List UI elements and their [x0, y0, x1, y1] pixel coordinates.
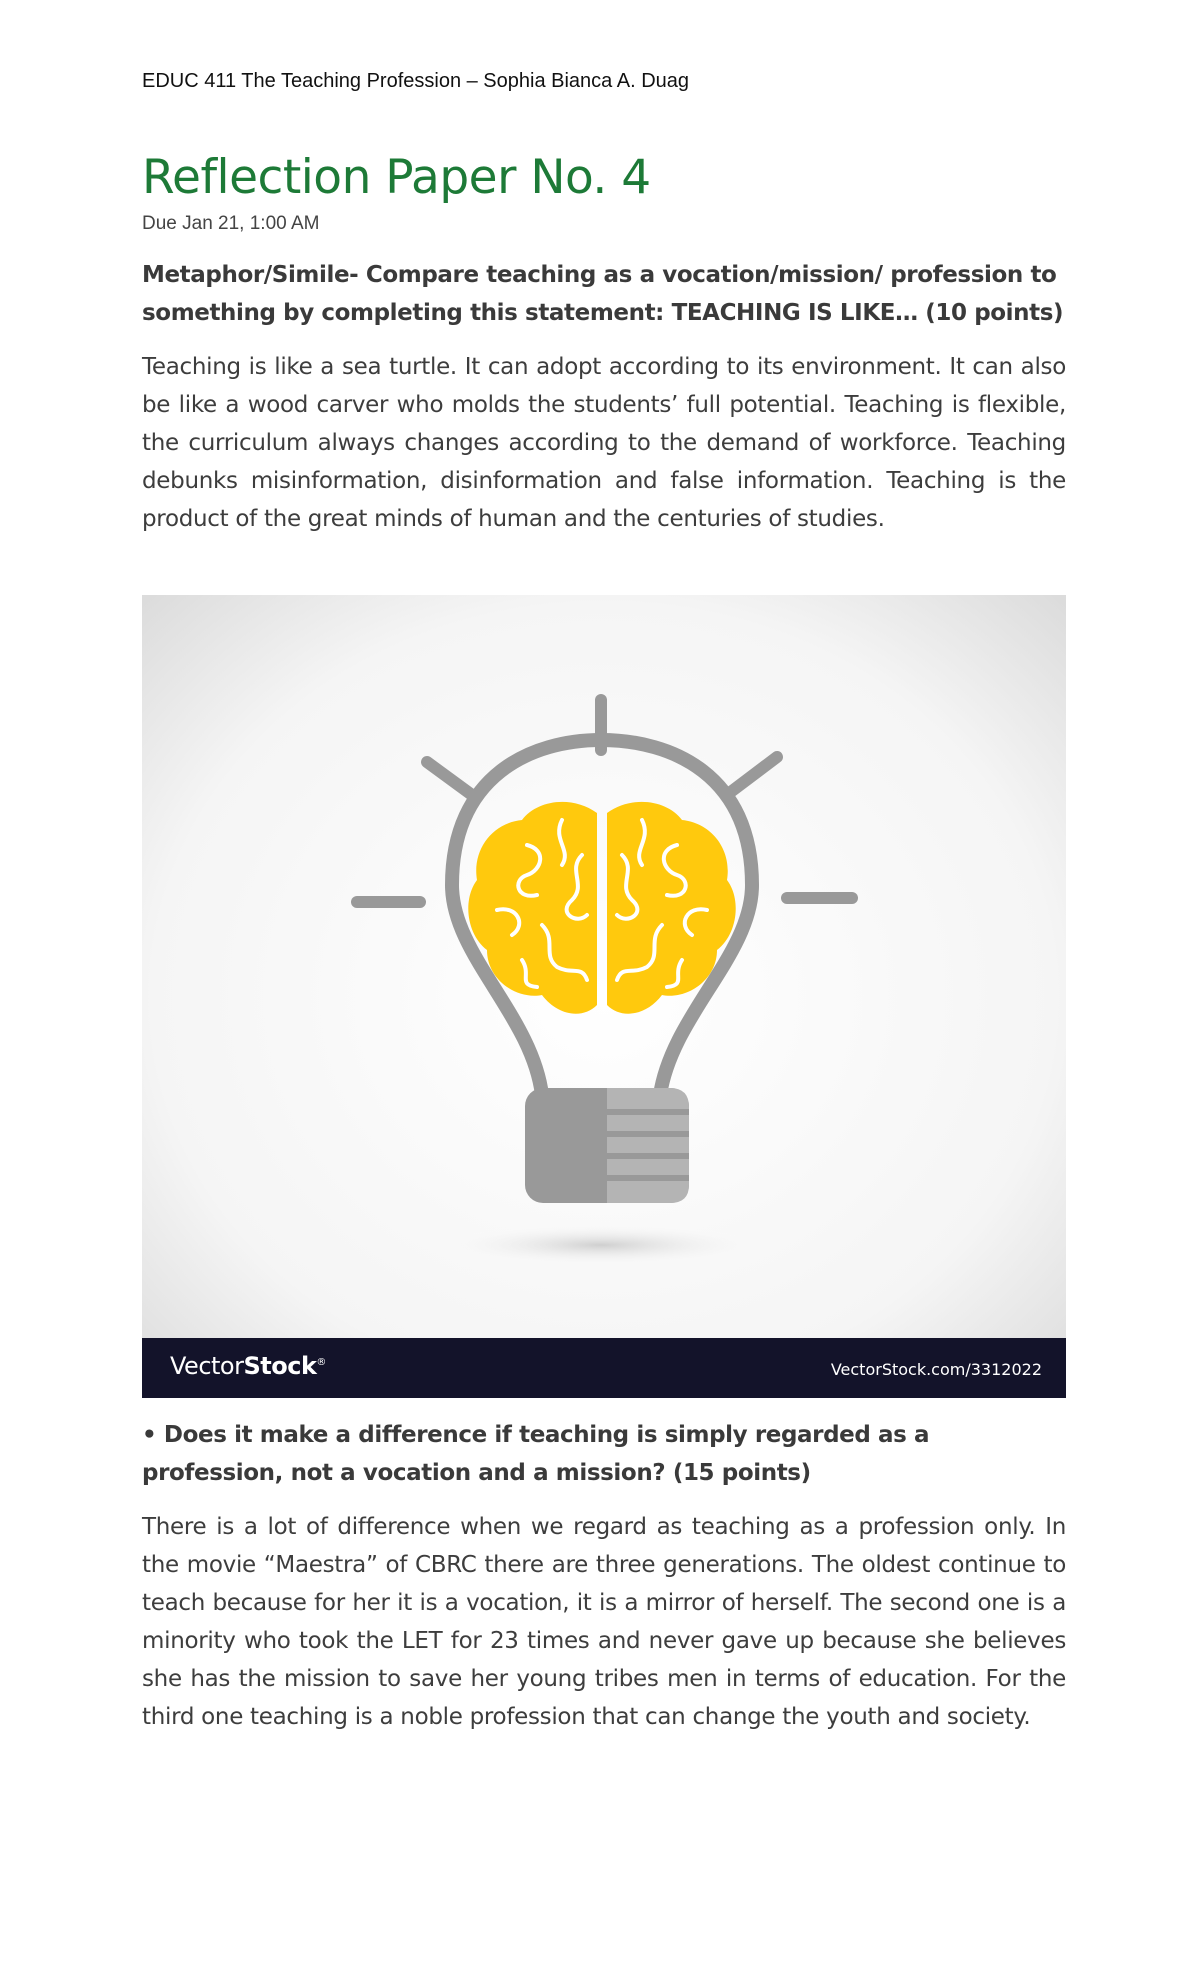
question-2: • Does it make a difference if teaching is simply regarded as a profession, not a vocation and a mission? (15 points) [142, 1422, 930, 1486]
lightbulb-brain-image [142, 595, 1066, 1398]
question-1: Metaphor/Simile- Compare teaching as a vocation/mission/ profession to something by completing this statement: TEACHING IS LIKE… (10 points) [142, 262, 1064, 326]
answer-2: There is a lot of difference when we regard as teaching as a profession only. In the movie “Maestra” of CBRC there are three generations. The oldest continue to teach because for her it is a vocation, it is a mirror of herself. The second one is a minority who took the LET for 23 times and never gave up because she believes she has the mission to save her young tribes men in terms of education. For the third one teaching is a noble profession that can change the youth and society. [142, 1514, 1066, 1730]
page-title: Reflection Paper No. 4 [142, 150, 651, 205]
lightbulb-brain-icon [142, 595, 1066, 1398]
due-date: Due Jan 21, 1:00 AM [142, 213, 320, 234]
stock-image-id: VectorStock.com/3312022 [830, 1360, 1042, 1379]
stock-watermark-bar [142, 1338, 1066, 1398]
vectorstock-logo: VectorStock® [170, 1352, 326, 1380]
running-header: EDUC 411 The Teaching Profession – Sophia Bianca A. Duag [142, 70, 690, 92]
answer-1: Teaching is like a sea turtle. It can adopt according to its environment. It can also be like a wood carver who molds the students’ full potential. Teaching is flexible, the curriculum always changes according to the demand of workforce. Teaching debunks misinformation, disinformation and false information. Teaching is the product of the great minds of human and the centuries of studies. [142, 354, 1066, 532]
